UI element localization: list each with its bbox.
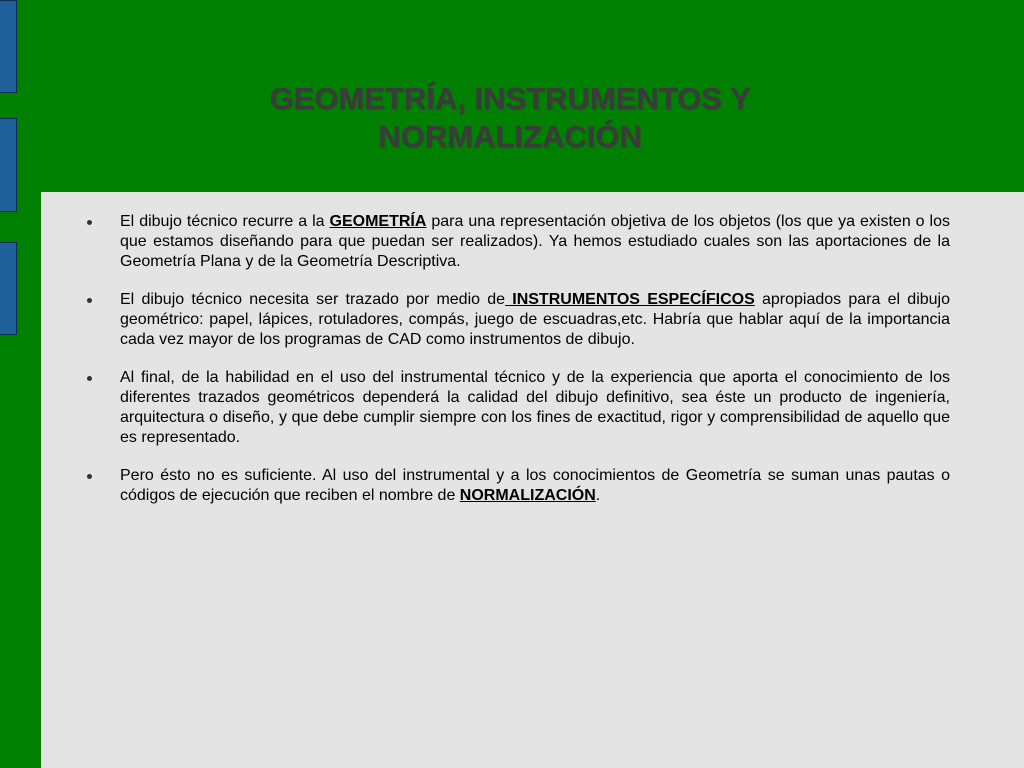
- bullet-text: El dibujo técnico necesita ser trazado por medio de: [120, 291, 506, 308]
- bullet-item-habilidad: [120, 368, 950, 448]
- bullet-text: Pero ésto no es suficiente. Al uso del instrumental y a los conocimientos de Geometría se suman unas pautas o códigos de ejecución que reciben el nombre de: [120, 467, 950, 504]
- keyword-instrumentos: INSTRUMENTOS ESPECÍFICOS: [505, 291, 755, 308]
- bullet-item-instrumentos: [120, 290, 950, 350]
- bullet-item-geometria: [120, 212, 950, 272]
- side-tab-2: [0, 118, 17, 212]
- bullet-text: El dibujo técnico recurre a la: [120, 213, 330, 230]
- bullet-item-normalizacion: [120, 466, 950, 506]
- content-panel: [41, 192, 1024, 768]
- bullet-text: .: [595, 487, 601, 504]
- bullet-text: para una representación objetiva de los objetos (los que ya existen o los que estamos diseñando para que puedan ser realizados). Ya hemos estudiado cuales son las aportaciones de la Geometría Plana y de la Geometría Descriptiva.: [120, 213, 951, 270]
- slide-title: GEOMETRÍA, INSTRUMENTOS Y NORMALIZACIÓN: [269, 81, 751, 154]
- keyword-geometria: GEOMETRÍA: [329, 213, 427, 230]
- bullet-dot-icon: [87, 474, 92, 479]
- bullet-dot-icon: [87, 298, 92, 303]
- side-tab-3: [0, 242, 17, 335]
- bullet-text: Al final, de la habilidad en el uso del instrumental técnico y de la experiencia que aporta el conocimiento de los diferentes trazados geométricos dependerá la calidad del dibujo definitivo, sea éste un producto de ingeniería, arquitectura o diseño, y que debe cumplir siempre con los fines de exactitud, rigor y comprensibilidad de aquello que es representado.: [120, 369, 950, 446]
- bullet-list: [120, 212, 950, 506]
- keyword-normalizacion: NORMALIZACIÓN: [459, 487, 596, 504]
- bullet-dot-icon: [87, 220, 92, 225]
- side-tab-1: [0, 0, 17, 93]
- bullet-dot-icon: [87, 376, 92, 381]
- bullet-text: apropiados para el dibujo geométrico: papel, lápices, rotuladores, compás, juego de escuadras,etc. Habría que hablar aquí de la importancia cada vez mayor de los programas de CAD como instrumentos de dibujo.: [120, 291, 950, 348]
